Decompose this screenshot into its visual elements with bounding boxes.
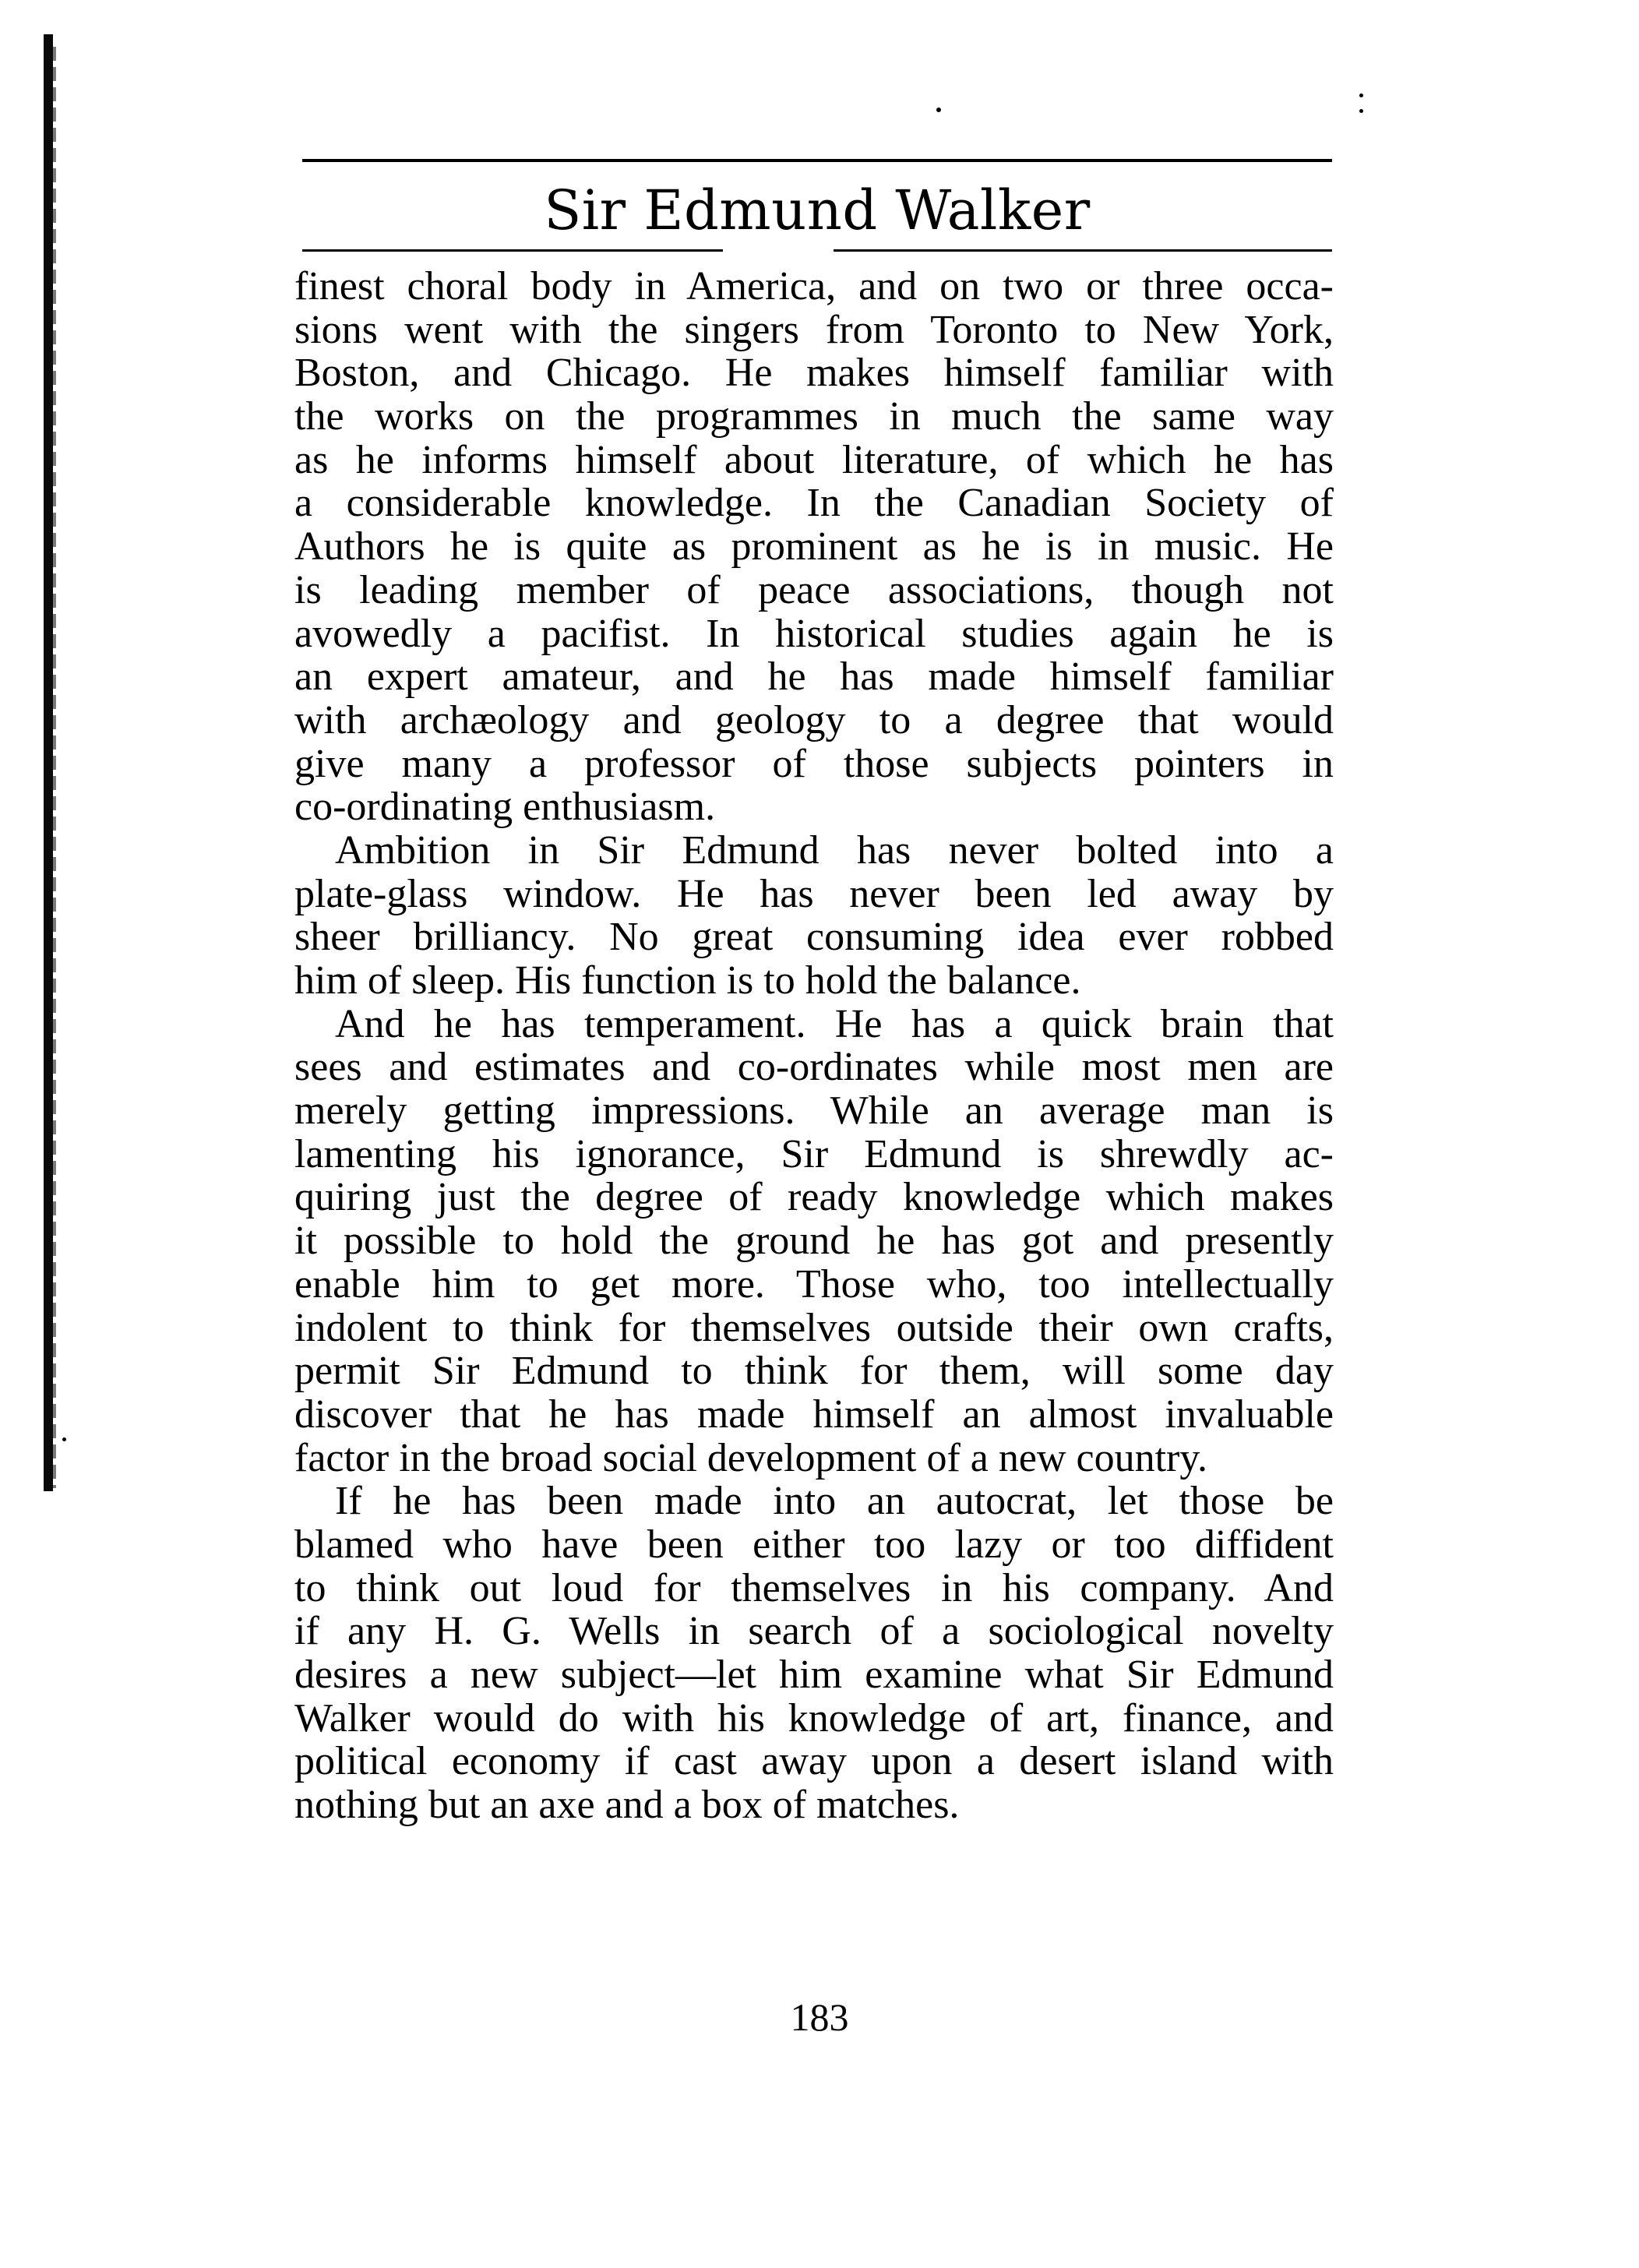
text-line: if any H. G. Wells in search of a sociological novelty — [294, 1609, 1334, 1654]
text-line: desires a new subject—let him examine what Sir Edmund — [294, 1653, 1334, 1697]
page-number: 183 — [790, 1995, 849, 2039]
text-line: the works on the programmes in much the same way — [294, 394, 1334, 439]
paragraph — [294, 265, 1334, 829]
text-line: nothing but an axe and a box of matches. — [294, 1783, 960, 1828]
text-line: lamenting his ignorance, Sir Edmund is shrewdly ac- — [294, 1131, 1334, 1176]
text-line: blamed who have been either too lazy or too diffident — [294, 1522, 1334, 1567]
text-line: If he has been made into an autocrat, let those be — [335, 1479, 1334, 1524]
text-line: is leading member of peace associations, though not — [294, 567, 1334, 612]
text-line: And he has temperament. He has a quick brain that — [335, 1001, 1334, 1046]
text-line: Boston, and Chicago. He makes himself familiar with — [294, 351, 1334, 396]
running-title: Sir Edmund Walker — [544, 178, 1091, 242]
text-line: plate-glass window. He has never been led away by — [294, 871, 1334, 916]
text-line: it possible to hold the ground he has got and presently — [294, 1219, 1334, 1264]
text-line: Ambition in Sir Edmund has never bolted into a — [335, 827, 1334, 873]
text-line: discover that he has made himself an almost invaluable — [294, 1391, 1334, 1437]
text-line: Walker would do with his knowledge of art, finance, and — [294, 1695, 1334, 1741]
text-line: him of sleep. His function is to hold the balance. — [294, 958, 1081, 1003]
text-line: give many a professor of those subjects pointers in — [294, 741, 1334, 786]
text-line: to think out loud for themselves in his company. And — [294, 1565, 1334, 1610]
scan-speck — [62, 1437, 66, 1441]
text-line: quiring just the degree of ready knowledge which makes — [294, 1175, 1334, 1220]
text-line: sions went with the singers from Toronto to New York, — [294, 307, 1334, 352]
text-line: political economy if cast away upon a desert island with — [294, 1739, 1334, 1784]
paragraph — [294, 829, 1334, 1003]
header-bottom-rule-right — [834, 249, 1332, 252]
text-line: co-ordinating enthusiasm. — [294, 785, 716, 830]
text-line: avowedly a pacifist. In historical studies again he is — [294, 611, 1334, 656]
text-line: a considerable knowledge. In the Canadian Society of — [294, 481, 1334, 526]
text-line: Authors he is quite as prominent as he is in music. He — [294, 524, 1334, 570]
scan-speck — [1359, 109, 1363, 113]
text-line: finest choral body in America, and on two or three occa- — [294, 264, 1334, 309]
paragraph — [294, 1480, 1334, 1827]
text-line: indolent to think for themselves outside their own crafts, — [294, 1305, 1334, 1350]
text-line: merely getting impressions. While an average man is — [294, 1088, 1334, 1134]
text-line: an expert amateur, and he has made himself familiar — [294, 654, 1334, 700]
text-line: with archæology and geology to a degree that would — [294, 697, 1334, 742]
text-line: sheer brilliancy. No great consuming idea ever robbed — [294, 915, 1334, 960]
binding-edge-texture — [53, 47, 56, 1488]
paragraph — [294, 1003, 1334, 1480]
text-line: sees and estimates and co-ordinates while most men are — [294, 1045, 1334, 1090]
text-line: permit Sir Edmund to think for them, will some day — [294, 1349, 1334, 1394]
scan-speck — [1359, 93, 1363, 97]
body-text — [294, 265, 1334, 1827]
header-top-rule — [302, 159, 1332, 162]
text-line: enable him to get more. Those who, too intellectually — [294, 1261, 1334, 1307]
scan-speck — [936, 108, 941, 112]
binding-edge-shadow — [44, 34, 53, 1491]
header-bottom-rule-left — [302, 249, 723, 252]
text-line: as he informs himself about literature, of which he has — [294, 437, 1334, 482]
text-line: factor in the broad social development of a new country. — [294, 1435, 1207, 1480]
